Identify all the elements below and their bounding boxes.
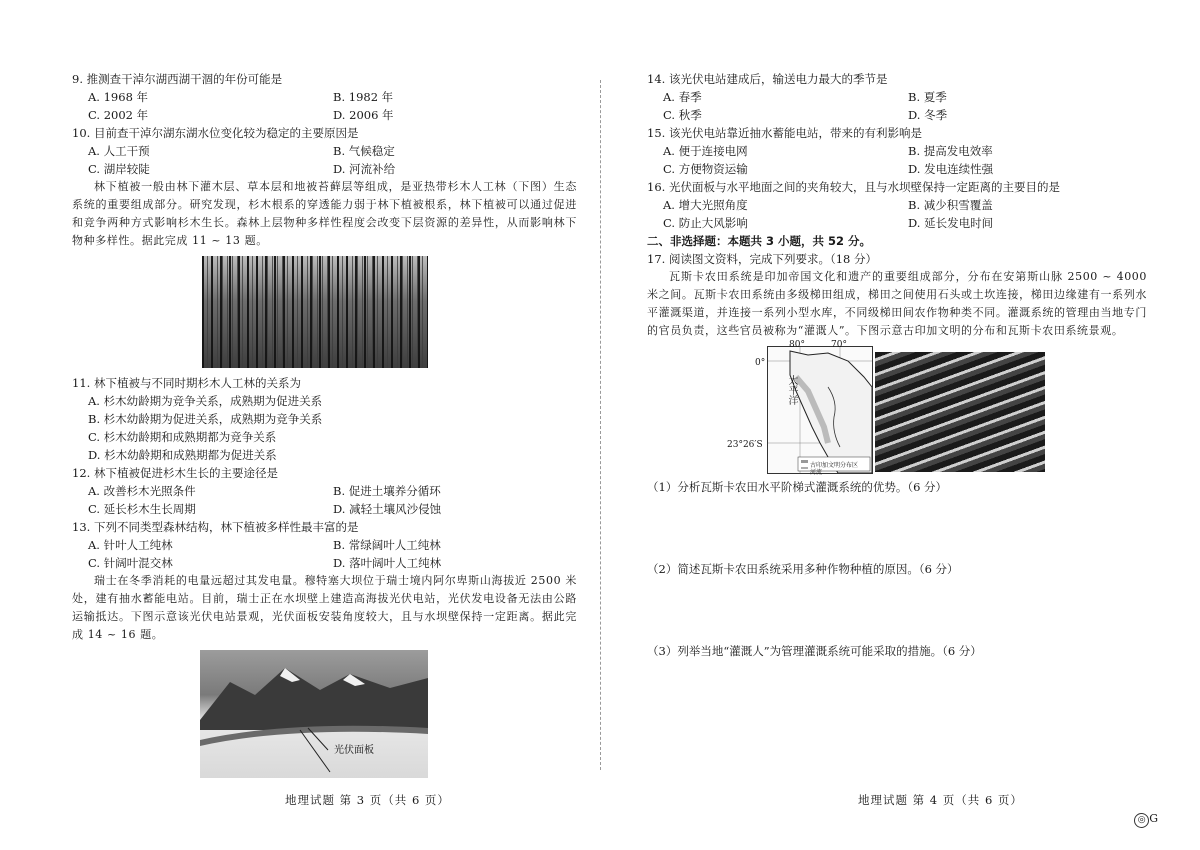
south-america-outline <box>768 347 872 473</box>
circle-logo-icon: ◎ <box>1134 813 1149 828</box>
option: A. 人工干预 <box>88 144 150 158</box>
option: B. 气候稳定 <box>333 144 395 158</box>
option: D. 减轻土壤风沙侵蚀 <box>333 502 442 516</box>
option: A. 改善杉木光照条件 <box>88 484 196 498</box>
solar-panel-label: 光伏面板 <box>334 745 374 756</box>
question-17-stem: 17. 阅读图文资料，完成下列要求。（18 分） <box>647 252 877 266</box>
question-10-stem: 10. 目前查干淖尔湖东湖水位变化较为稳定的主要原因是 <box>72 126 359 140</box>
legend-inca: 古印加文明分布区 <box>810 462 859 469</box>
corner-letter: G <box>1149 812 1158 825</box>
question-14-stem: 14. 该光伏电站建成后，输送电力最大的季节是 <box>647 72 888 86</box>
lon-80-label: 80° <box>789 340 805 350</box>
passage-forest: 林下植被一般由林下灌木层、草本层和地被苔藓层等组成，是亚热带杉木人工林（下图）生态系统的重要组成部分。研究发现，杉木根系的穿透能力弱于林下植被根系，林下植被可以通过促进和竞争两种方式影响杉木生长。森林上层物种多样性程度会改变下层资源的差异性，从而影响林下物种多样性。据此完成 11 ~ 13 题。 <box>72 180 577 247</box>
question-16-stem: 16. 光伏面板与水平地面之间的夹角较大，且与水坝壁保持一定距离的主要目的是 <box>647 180 1060 194</box>
passage-solar: 瑞士在冬季消耗的电量远超过其发电量。穆特塞大坝位于瑞士境内阿尔卑斯山海拔近 2500 米处，建有抽水蓄能电站。目前，瑞士正在水坝壁上建造高海拔光伏电站，光伏发电设备无法由公路运输抵达。下图示意该光伏电站景观，光伏面板安装角度较大，且与水坝壁保持一定距离。据此完成 14 ~ 16 题。 <box>72 574 577 641</box>
page-footer-right: 地理试题 第 4 页（共 6 页） <box>858 793 1023 807</box>
option: A. 杉木幼龄期为竞争关系，成熟期为促进关系 <box>88 394 323 408</box>
option: B. 常绿阔叶人工纯林 <box>333 538 441 552</box>
legend-river: 河流 <box>810 469 823 476</box>
option: D. 河流补给 <box>333 162 396 176</box>
ocean-label: 太平洋 <box>786 375 797 405</box>
option: B. 夏季 <box>908 90 947 104</box>
question-14-options <box>647 88 1147 124</box>
passage-inca: 瓦斯卡农田系统是印加帝国文化和遗产的重要组成部分，分布在安第斯山脉 2500 ~ 4000 米之间。瓦斯卡农田系统由多级梯田组成，梯田之间使用石头或土坎连接，梯田边缘建有一系列水平灌溉渠道，并连接一系列小型水库，不同级梯田间农作物种类不同。灌溉系统的管理由当地专门的官员负责，这些官员被称为“灌溉人”。下图示意古印加文明的分布和瓦斯卡农田系统景观。 <box>647 270 1147 337</box>
option: A. 针叶人工纯林 <box>88 538 173 552</box>
question-9-options <box>72 88 577 124</box>
question-15-options <box>647 142 1147 178</box>
option: D. 落叶阔叶人工纯林 <box>333 556 442 570</box>
option: C. 秋季 <box>663 108 702 122</box>
question-12-options <box>72 482 577 518</box>
option: D. 发电连续性强 <box>908 162 994 176</box>
option: B. 1982 年 <box>333 90 394 104</box>
page-footer-left: 地理试题 第 3 页（共 6 页） <box>285 793 450 807</box>
option: C. 延长杉木生长周期 <box>88 502 196 516</box>
option: D. 杉木幼龄期和成熟期都为促进关系 <box>88 448 277 462</box>
inca-map <box>767 346 873 474</box>
option: C. 针阔叶混交林 <box>88 556 173 570</box>
option: A. 增大光照角度 <box>663 198 748 212</box>
dam-wall-illustration <box>200 710 428 778</box>
left-column <box>72 70 577 784</box>
option: D. 2006 年 <box>333 108 394 122</box>
question-13-options <box>72 536 577 572</box>
lon-70-label: 70° <box>831 340 847 350</box>
question-15-stem: 15. 该光伏电站靠近抽水蓄能电站，带来的有利影响是 <box>647 126 922 140</box>
option: C. 防止大风影响 <box>663 216 748 230</box>
question-10-options <box>72 142 577 178</box>
question-13-stem: 13. 下列不同类型森林结构，林下植被多样性最丰富的是 <box>72 520 359 534</box>
solar-station-photo <box>200 650 428 778</box>
question-11-options <box>72 392 577 464</box>
option: C. 湖岸较陡 <box>88 162 150 176</box>
figure-17 <box>647 340 1147 476</box>
question-9-stem: 9. 推测查干淖尔湖西湖干涸的年份可能是 <box>72 72 283 86</box>
option: A. 1968 年 <box>88 90 149 104</box>
question-12-stem: 12. 林下植被促进杉木生长的主要途径是 <box>72 466 278 480</box>
option: C. 方便物资运输 <box>663 162 748 176</box>
option: B. 杉木幼龄期为促进关系，成熟期为竞争关系 <box>88 412 323 426</box>
corner-mark <box>1134 812 1158 828</box>
option: D. 延长发电时间 <box>908 216 994 230</box>
section-heading: 二、非选择题：本题共 3 小题，共 52 分。 <box>647 234 872 248</box>
option: A. 春季 <box>663 90 702 104</box>
terrace-photo <box>875 352 1045 472</box>
sub-question-3: （3）列举当地“灌溉人”为管理灌溉系统可能采取的措施。（6 分） <box>647 644 982 658</box>
option: A. 便于连接电网 <box>663 144 748 158</box>
question-16-options <box>647 196 1147 232</box>
forest-photo <box>202 256 428 368</box>
option: C. 2002 年 <box>88 108 149 122</box>
option: B. 提高发电效率 <box>908 144 993 158</box>
sub-question-1: （1）分析瓦斯卡农田水平阶梯式灌溉系统的优势。（6 分） <box>647 480 948 494</box>
lat-0-label: 0° <box>755 358 766 368</box>
sub-question-2: （2）简述瓦斯卡农田系统采用多种作物种植的原因。（6 分） <box>647 562 959 576</box>
option: C. 杉木幼龄期和成熟期都为竞争关系 <box>88 430 277 444</box>
right-column <box>647 70 1147 660</box>
column-divider <box>600 80 601 770</box>
question-11-stem: 11. 林下植被与不同时期杉木人工林的关系为 <box>72 376 301 390</box>
option: B. 促进土壤养分循环 <box>333 484 441 498</box>
option: D. 冬季 <box>908 108 948 122</box>
lat-tropic-label: 23°26′S <box>727 440 763 450</box>
option: B. 减少积雪覆盖 <box>908 198 993 212</box>
